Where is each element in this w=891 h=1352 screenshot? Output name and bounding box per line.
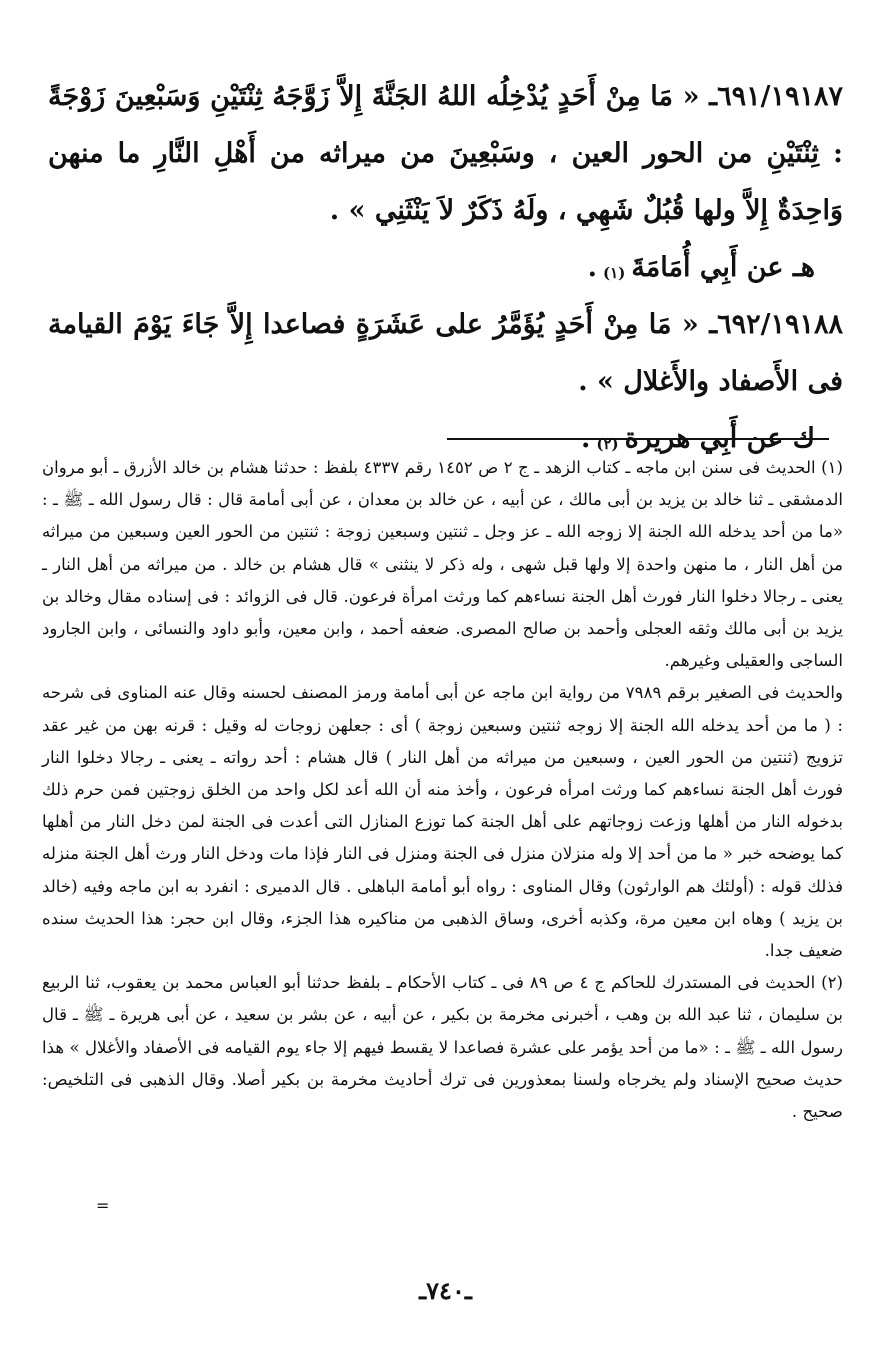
- hadith-691-source: [48, 239, 843, 296]
- hadith-691-source-label: هـ عن أَبِي أُمَامَةَ: [631, 252, 815, 283]
- footnote-ref-1: (١): [603, 264, 626, 282]
- hadith-691-source-end: .: [587, 252, 598, 283]
- main-text: [48, 68, 843, 467]
- footnotes: [42, 452, 843, 1128]
- footnote-1-paragraph-2: والحديث فى الصغير برقم ٧٩٨٩ من رواية ابن ماجه عن أبى أمامة ورمز المصنف لحسنه وقال عنه المناوى فى شرحه : ( ما من أحد يدخله الله الجنة إلا زوجه ثنتين وسبعين زوجة ) أى : جعلهن زوجات له وقيل : قرنه بهن من غير عقد تزويج (ثنتين من الحور العين ، وسبعين من ميراثه من أهل النار ) قال هشام : أحد رواته ـ يعنى ـ رجالا دخلوا النار فورث أهل الجنة نساءهم كما ورثت امرأه فرعون ، وأخذ منه أن الله أعد لكل واحد من الخلق زوجتين فمن حرم ذلك بدخوله النار من أهلها وزعت زوجاتهم على أهل الجنة كما توزع المنازل التى أعدت فى الجنة لمن دخل النار من أهلها كما يوضحه خبر « ما من أحد إلا وله منزلان منزل فى الجنة ومنزل فى النار فإذا مات ودخل النار ورث أهل الجنة منزله فذلك قوله : (أولئك هم الوارثون) وقال المناوى : رواه أبو أمامة الباهلى . قال الدميرى : انفرد به ابن ماجه وفيه (خالد بن يزيد ) وهاه ابن معين مرة، وكذبه أخرى، وساق الذهبى من مناكيره هذا الجزء، وقال ابن حجر: هذا الحديث سنده ضعيف جدا.: [42, 683, 843, 961]
- hadith-692-source-end: .: [580, 423, 591, 454]
- footnote-1-paragraph-1: (١) الحديث فى سنن ابن ماجه ـ كتاب الزهد ـ ج ٢ ص ١٤٥٢ رقم ٤٣٣٧ بلفظ : حدثنا هشام بن خالد الأزرق ـ أبو مروان الدمشقى ـ ثنا خالد بن يزيد بن أبى مالك ، عن أبيه ، عن خالد بن معدان ، عن أبى أمامة قال : قال رسول الله ـ ﷺ ـ : «ما من أحد يدخله الله الجنة إلا زوجه الله ـ عز وجل ـ ثنتين وسبعين زوجة : ثنتين من الحور العين وسبعين من ميراثه من أهل النار ، ما منهن واحدة إلا ولها قبل شهى ، وله ذكر لا ينثنى » قال هشام بن خالد . من ميراثه من أهل النار ـ يعنى ـ رجالا دخلوا النار فورث أهل الجنة نساءهم كما ورثت امرأة فرعون. قال فى الزوائد : فى إسناده مقال وخالد بن يزيد بن أبى مالك وثقه العجلى وأحمد بن صالح المصرى. ضعفه أحمد ، وابن معين، وأبو داود والنسائى ، وابن الجارود الساجى والعقيلى وغيرهم.: [42, 458, 843, 671]
- hadith-692-text: ٦٩٢/١٩١٨٨ـ « مَا مِنْ أَحَدٍ يُؤَمَّرُ على عَشَرَةٍ فصاعدا إِلاَّ جَاءَ يَوْمَ القيامة فى الأَصفاد والأَغلال » .: [48, 309, 843, 397]
- footnote-divider: [447, 438, 829, 440]
- stray-mark: =: [96, 1196, 110, 1215]
- hadith-691-text: ٦٩١/١٩١٨٧ـ « مَا مِنْ أَحَدٍ يُدْخِلُه اللهُ الجَنَّةَ إِلاَّ زَوَّجَهُ ثِنْتَيْنِ وَسَبْعِينَ زَوْجَةً : ثِنْتَيْنِ من الحور العين ، وسَبْعِينَ من ميراثه من أَهْلِ النَّارِ ما منهن وَاحِدَةٌ إِلاَّ ولها قُبُلٌ شَهِي ، ولَهُ ذَكَرٌ لاَ يَنْثَنِي » .: [48, 81, 843, 226]
- page-number: ـ٧٤٠ـ: [419, 1276, 472, 1305]
- hadith-692-source-label: ك عن أَبِي هريرة: [624, 423, 815, 454]
- footnote-2: (٢) الحديث فى المستدرك للحاكم ج ٤ ص ٨٩ فى ـ كتاب الأحكام ـ بلفظ حدثنا أبو العباس محمد بن يعقوب، ثنا الربيع بن سليمان ، ثنا عبد الله بن وهب ، أخبرنى مخرمة بن بكير ، عن أبيه ، عن بشر بن سعيد ، عن أبى هريرة ـ ﷺ ـ قال رسول الله ـ ﷺ ـ : «ما من أحد يؤمر على عشرة فصاعدا لا يقسط فيهم إلا جاء يوم القيامه فى الأصفاد والأغلال » هذا حديث صحيح الإسناد ولم يخرجاه ولسنا بمعذورين فى ترك أحاديث مخرمة بن بكير أصلا. وقال الذهبى فى التلخيص: صحيح .: [42, 973, 844, 1122]
- footnote-ref-2: (٢): [596, 435, 619, 453]
